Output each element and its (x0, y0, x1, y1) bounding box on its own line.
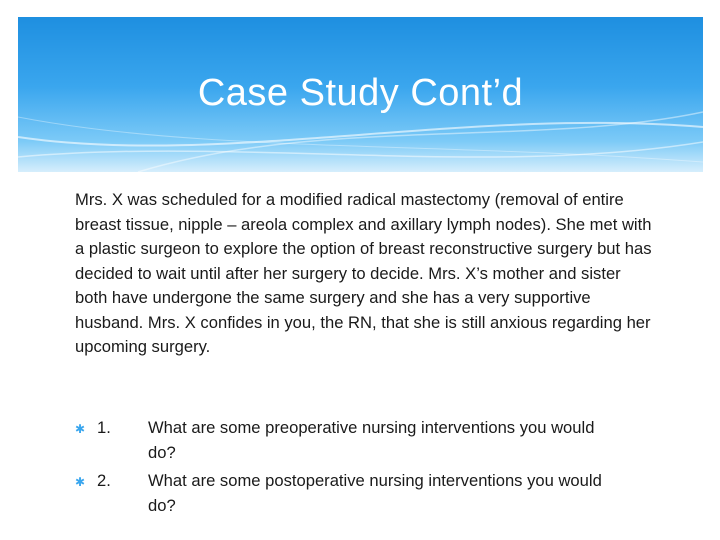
list-item (75, 416, 635, 465)
title-banner (18, 17, 703, 172)
list-item (75, 469, 635, 518)
question-text: What are some postoperative nursing interventions you would do? (148, 471, 602, 515)
case-study-paragraph: Mrs. X was scheduled for a modified radical mastectomy (removal of entire breast tissue, nipple – areola complex and axillary lymph nodes). She met with a plastic surgeon to explore the option of breast reconstructive surgery but has decided to wait until after her surgery to decide. Mrs. X’s mother and sister both have undergone the same surgery and she has a very supportive husband. Mrs. X confides in you, the RN, that she is still anxious regarding her upcoming surgery. (75, 190, 652, 356)
slide-title: Case Study Cont’d (197, 72, 524, 114)
bullet-icon: ✱ (75, 475, 86, 489)
question-number: 1. (97, 418, 111, 437)
question-number: 2. (97, 471, 111, 490)
bullet-icon: ✱ (75, 422, 86, 436)
question-text: What are some preoperative nursing interventions you would do? (148, 418, 595, 462)
question-list (75, 416, 635, 522)
